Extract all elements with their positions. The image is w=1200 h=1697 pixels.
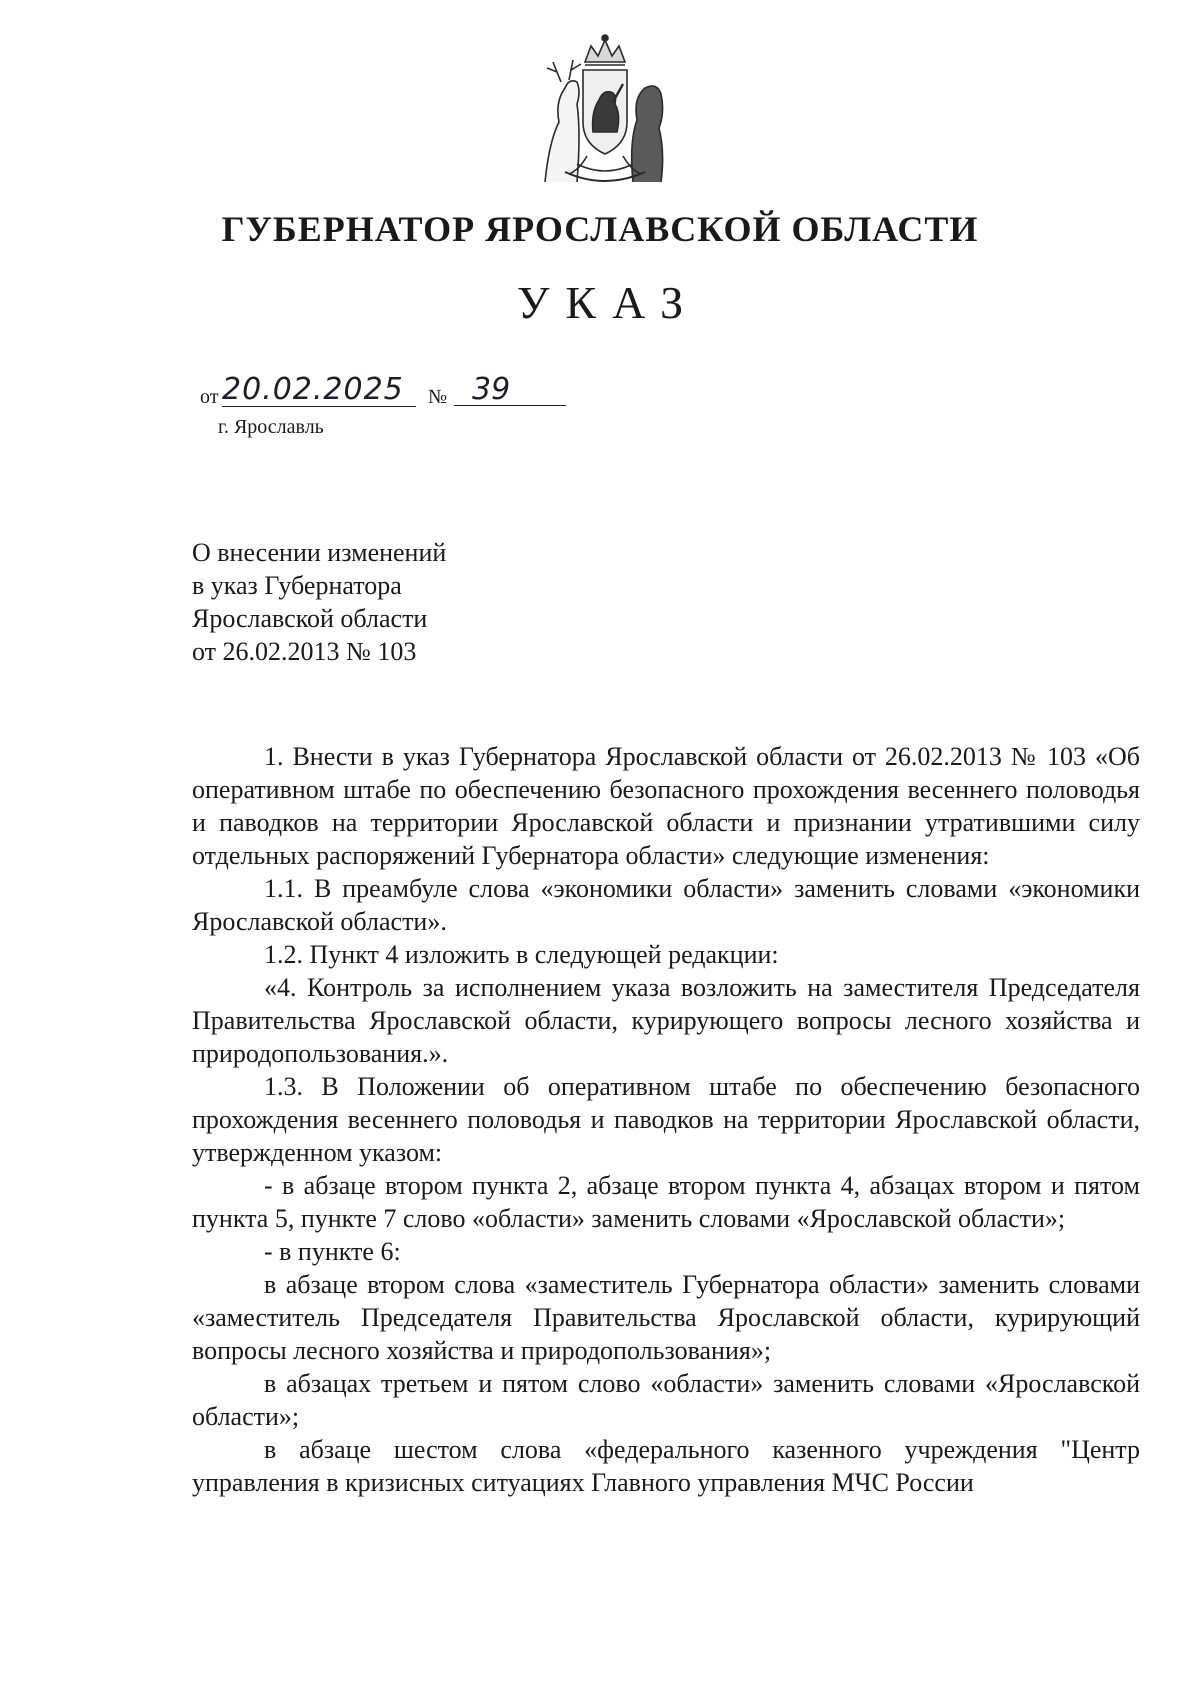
subject-line: О внесении изменений xyxy=(192,538,447,567)
date-prefix: от xyxy=(200,386,219,408)
body-paragraph: - в пункте 6: xyxy=(264,1237,401,1266)
subject-line: в указ Губернатора xyxy=(192,571,402,600)
city-of-issue: г. Ярославль xyxy=(218,416,324,438)
body-paragraph: в абзаце шестом слова «федерального казенного учреждения "Центр управления в кризисных ситуациях Главного управления МЧС России xyxy=(192,1435,1140,1497)
document-body xyxy=(192,740,1140,1499)
body-paragraph: 1.2. Пункт 4 изложить в следующей редакции: xyxy=(264,940,779,969)
document-date: 20.02.2025 xyxy=(222,372,416,407)
body-paragraph: - в абзаце втором пункта 2, абзаце втором пункта 4, абзацах втором и пятом пункта 5, пункте 7 слово «области» заменить словами «Ярославской области»; xyxy=(192,1171,1140,1233)
body-paragraph: 1.3. В Положении об оперативном штабе по обеспечению безопасного прохождения весеннего половодья и паводков на территории Ярославской области, утвержденном указом: xyxy=(192,1072,1140,1167)
subject-line: Ярославской области xyxy=(192,604,428,633)
document-number: 39 xyxy=(454,372,566,406)
body-paragraph: в абзацах третьем и пятом слово «области» заменить словами «Ярославской области»; xyxy=(192,1369,1140,1431)
document-subject xyxy=(192,536,446,668)
coat-of-arms-icon xyxy=(525,32,685,192)
body-paragraph: «4. Контроль за исполнением указа возложить на заместителя Председателя Правительства Ярославской области, курирующего вопросы лесного хозяйства и природопользования.». xyxy=(192,973,1140,1068)
number-sign: № xyxy=(428,386,448,408)
document-type-title: УКАЗ xyxy=(516,277,700,328)
subject-line: от 26.02.2013 № 103 xyxy=(192,637,417,666)
body-paragraph: 1.1. В преамбуле слова «экономики области» заменить словами «экономики Ярославской области». xyxy=(192,874,1140,936)
body-paragraph: 1. Внести в указ Губернатора Ярославской области от 26.02.2013 № 103 «Об оперативном штабе по обеспечению безопасного прохождения весеннего половодья и паводков на территории Ярославской области и признании утратившими силу отдельных распоряжений Губернатора области» следующие изменения: xyxy=(192,742,1140,870)
body-paragraph: в абзаце втором слова «заместитель Губернатора области» заменить словами «заместитель Председателя Правительства Ярославской области, курирующий вопросы лесного хозяйства и природопользования»; xyxy=(192,1270,1140,1365)
issuing-authority: ГУБЕРНАТОР ЯРОСЛАВСКОЙ ОБЛАСТИ xyxy=(221,209,979,249)
